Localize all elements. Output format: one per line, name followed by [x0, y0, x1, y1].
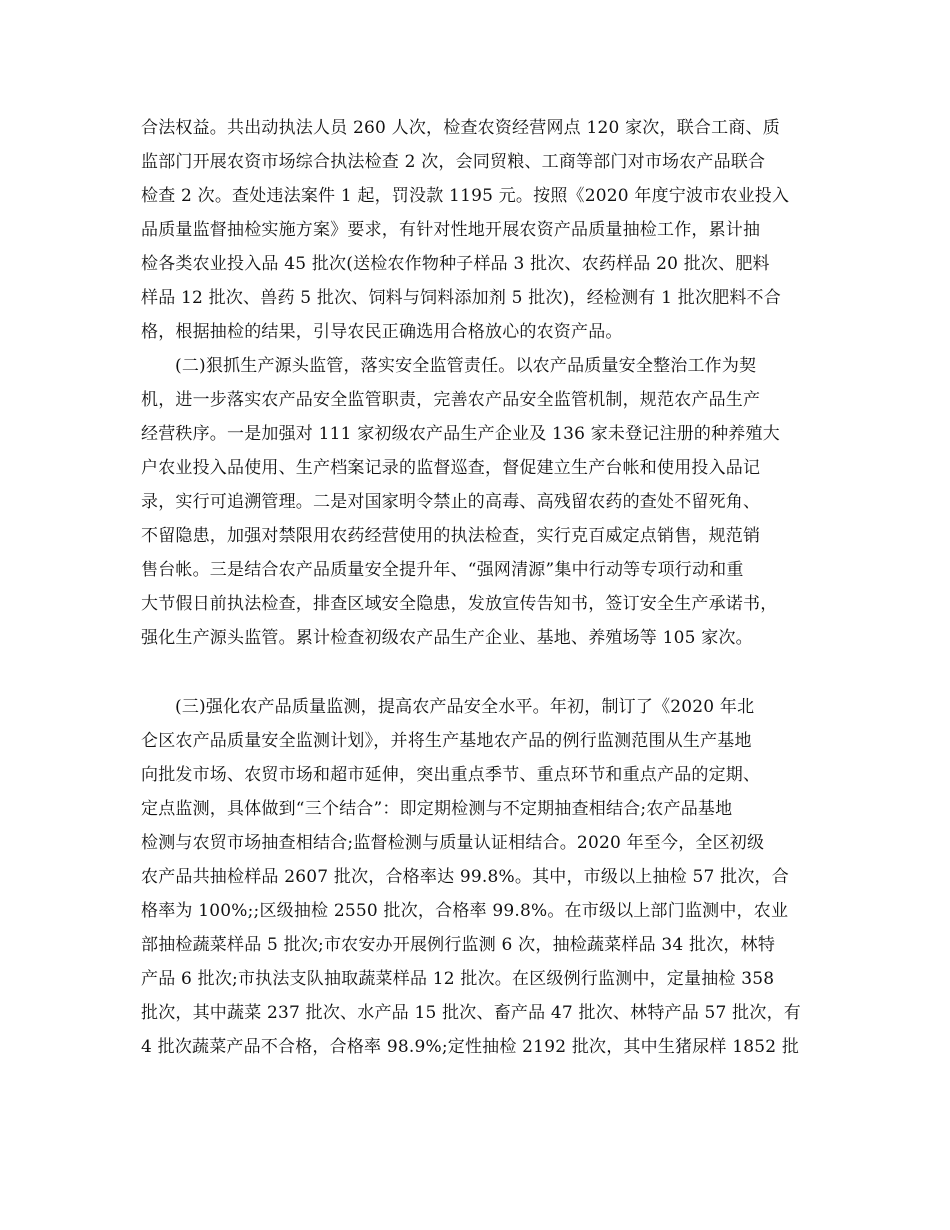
text-line: 强化生产源头监管。累计检查初级农产品生产企业、基地、养殖场等 105 家次。 — [141, 628, 753, 648]
text-line: 部抽检蔬菜样品 5 批次;市农安办开展例行监测 6 次，抽检蔬菜样品 34 批次，林特 — [141, 935, 776, 955]
text-line: 产品 6 批次;市执法支队抽取蔬菜样品 12 批次。在区级例行监测中，定量抽检 358 — [141, 969, 775, 989]
text-line: 经营秩序。一是加强对 111 家初级农产品生产企业及 136 家未登记注册的种养殖大 — [141, 424, 780, 444]
text-line: 录，实行可追溯管理。二是对国家明令禁止的高毒、高残留农药的查处不留死角、 — [141, 492, 761, 512]
text-line: 批次，其中蔬菜 237 批次、水产品 15 批次、畜产品 47 批次、林特产品 57 批次，有 — [141, 1003, 801, 1023]
text-line: 仑区农产品质量安全监测计划》，并将生产基地农产品的例行监测范围从生产基地 — [141, 731, 752, 751]
text-line: 不留隐患，加强对禁限用农药经营使用的执法检查，实行克百威定点销售，规范销 — [141, 526, 761, 546]
text-line: 合法权益。共出动执法人员 260 人次，检查农资经营网点 120 家次，联合工商、质 — [141, 118, 780, 138]
text-line: 4 批次蔬菜产品不合格，合格率 98.9%;定性抽检 2192 批次，其中生猪尿样 1852 批 — [141, 1037, 800, 1057]
section-heading-line: (三)强化农产品质量监测，提高农产品安全水平。年初，制订了《2020 年北 — [175, 697, 755, 717]
section-heading-line: (二)狠抓生产源头监管，落实安全监管责任。以农产品质量安全整治工作为契 — [175, 356, 757, 376]
text-line: 售台帐。三是结合农产品质量安全提升年、“强网清源”集中行动等专项行动和重 — [141, 560, 744, 580]
text-line: 定点监测，具体做到“三个结合”：即定期检测与不定期抽查相结合;农产品基地 — [141, 799, 733, 819]
text-line: 样品 12 批次、兽药 5 批次、饲料与饲料添加剂 5 批次)，经检测有 1 批次肥料不合 — [141, 288, 781, 308]
text-line: 品质量监督抽检实施方案》要求，有针对性地开展农资产品质量抽检工作，累计抽 — [141, 220, 761, 240]
text-line: 检查 2 次。查处违法案件 1 起，罚没款 1195 元。按照《2020 年度宁波市农业投入 — [141, 186, 790, 206]
text-line: 大节假日前执法检查，排查区域安全隐患，发放宣传告知书，签订安全生产承诺书， — [141, 594, 778, 614]
text-line: 格，根据抽检的结果，引导农民正确选用合格放心的农资产品。 — [141, 322, 623, 342]
text-line: 检测与农贸市场抽查相结合;监督检测与质量认证相结合。2020 年至今，全区初级 — [141, 833, 765, 853]
text-line: 向批发市场、农贸市场和超市延伸，突出重点季节、重点环节和重点产品的定期、 — [141, 765, 761, 785]
text-line: 格率为 100%;;区级抽检 2550 批次，合格率 99.8%。在市级以上部门监测中，农业 — [141, 901, 789, 921]
text-line: 户农业投入品使用、生产档案记录的监督巡查，督促建立生产台帐和使用投入品记 — [141, 458, 761, 478]
text-line: 机，进一步落实农产品安全监管职责，完善农产品安全监管机制，规范农产品生产 — [141, 390, 761, 410]
text-line: 检各类农业投入品 45 批次(送检农作物种子样品 3 批次、农药样品 20 批次、肥料 — [141, 254, 770, 274]
text-line: 监部门开展农资市场综合执法检查 2 次，会同贸粮、工商等部门对市场农产品联合 — [141, 152, 766, 172]
text-line: 农产品共抽检样品 2607 批次，合格率达 99.8%。其中，市级以上抽检 57 批次，合 — [141, 867, 789, 887]
